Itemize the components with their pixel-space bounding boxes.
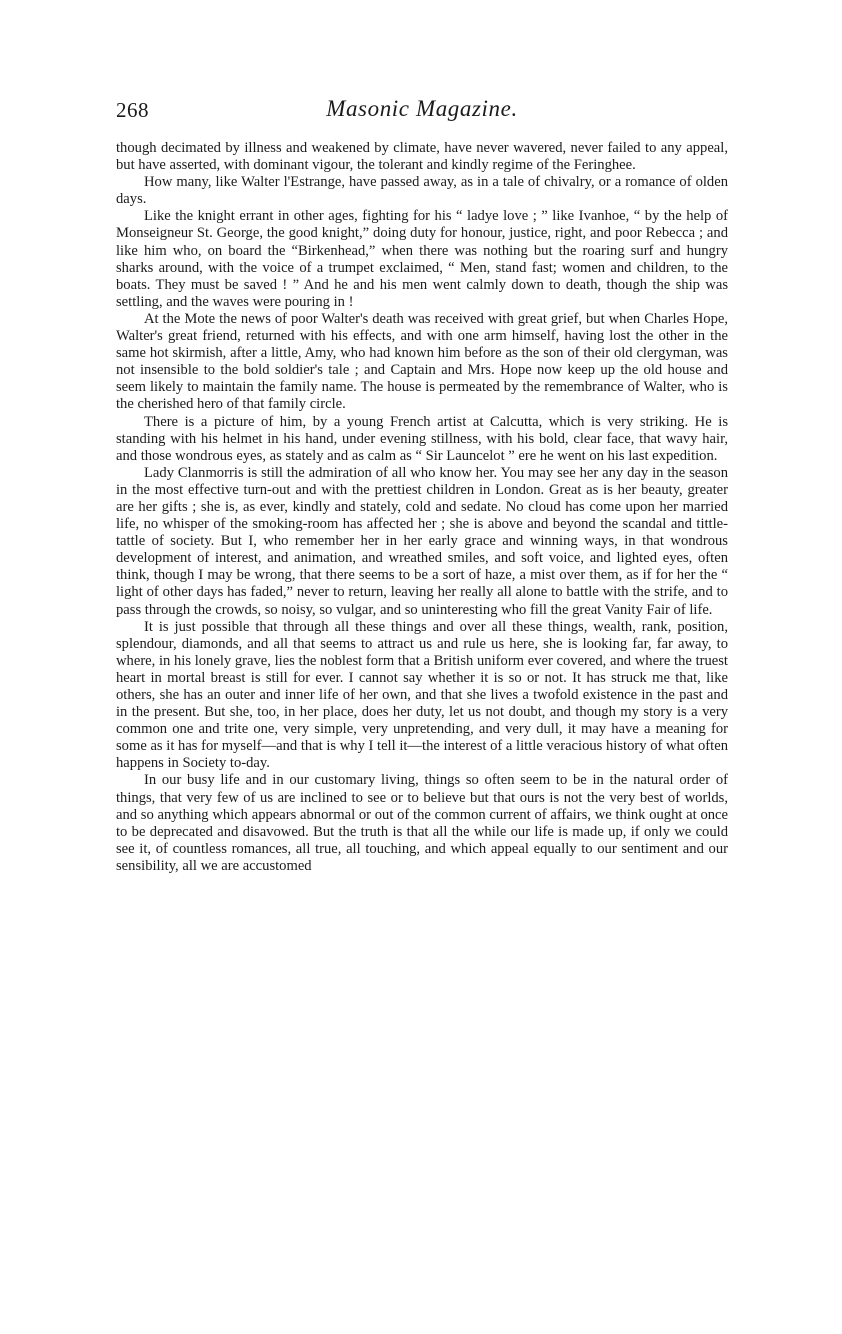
paragraph-8: In our busy life and in our customary living, things so often seem to be in the natural order of things, that very few of us are inclined to see or to believe but that ours is not the very best of worlds, and so anything which appears abnormal or out of the common current of affairs, we think ought at once to be deprecated and disavowed. But the truth is that all the while our life is made up, if only we could see it, of countless romances, all true, all touching, and which appeal equally to our sentiment and our sensibility, all we are accustomed bbox=[116, 772, 728, 874]
paragraph-6: Lady Clanmorris is still the admiration of all who know her. You may see her any day in the season in the most effective turn-out and with the prettiest children in London. Great as is her beauty, greater are her gifts ; she is, as ever, kindly and stately, cold and sedate. No cloud has come upon her married life, no whisper of the smoking-room has affected her ; she is above and beyond the scandal and tittle-tattle of society. But I, who remember her in her early grace and winning ways, in that wondrous development of interest, and animation, and wreathed smiles, and soft voice, and lighted eyes, often think, though I may be wrong, that there seems to be a sort of haze, a mist over them, as if for her the “ light of other days has faded,” never to return, leaving her really all alone to battle with the strife, and to pass through the crowds, so noisy, so vulgar, and so uninteresting who fill the great Vanity Fair of life. bbox=[116, 464, 728, 618]
paragraph-7: It is just possible that through all these things and over all these things, wealth, rank, position, splendour, diamonds, and all that seems to attract us and rule us here, she is looking far, far away, to where, in his lonely grave, lies the noblest form that a British uniform ever covered, and where the truest heart in mortal breast is still for ever. I cannot say whether it is so or not. It has struck me that, like others, she has an outer and inner life of her own, and that she lives a twofold existence in the past and in the present. But she, too, in her place, does her duty, let us not doubt, and though my story is a very common one and trite one, very simple, very unpretending, and very dull, it may have a meaning for some as it has for myself—and that is why I tell it—the interest of a little veracious history of what often happens in Society to-day. bbox=[116, 618, 728, 772]
page-number: 268 bbox=[116, 98, 149, 122]
running-head bbox=[116, 96, 728, 126]
article-body bbox=[116, 140, 728, 875]
paragraph-2: How many, like Walter l'Estrange, have passed away, as in a tale of chivalry, or a romance of olden days. bbox=[116, 174, 728, 208]
magazine-page bbox=[116, 96, 728, 875]
journal-title: Masonic Magazine. bbox=[326, 96, 518, 121]
paragraph-4: At the Mote the news of poor Walter's death was received with great grief, but when Charles Hope, Walter's great friend, returned with his effects, and with one arm himself, having lost the other in the same hot skirmish, after a little, Amy, who had known him before as the son of their old clergyman, was not insensible to the bold soldier's tale ; and Captain and Mrs. Hope now keep up the old house and seem likely to maintain the family name. The house is permeated by the remembrance of Walter, who is the cherished hero of that family circle. bbox=[116, 310, 728, 413]
paragraph-5: There is a picture of him, by a young French artist at Calcutta, which is very striking. He is standing with his helmet in his hand, under evening stillness, with his bold, clear face, that wavy hair, and those wondrous eyes, as stately and as calm as “ Sir Launcelot ” ere he went on his last expedition. bbox=[116, 413, 728, 464]
paragraph-1: though decimated by illness and weakened by climate, have never wavered, never failed to any appeal, but have asserted, with dominant vigour, the tolerant and kindly regime of the Feringhee. bbox=[116, 140, 728, 174]
paragraph-3: Like the knight errant in other ages, fighting for his “ ladye love ; ” like Ivanhoe, “ by the help of Monseigneur St. George, the good knight,” doing duty for honour, justice, right, and poor Rebecca ; and like him who, on board the “Birkenhead,” when there was nothing but the roaring surf and hungry sharks around, with the voice of a trumpet exclaimed, “ Men, stand fast; women and children, to the boats. They must be saved ! ” And he and his men went calmly down to death, though the ship was settling, and the waves were pouring in ! bbox=[116, 208, 728, 310]
